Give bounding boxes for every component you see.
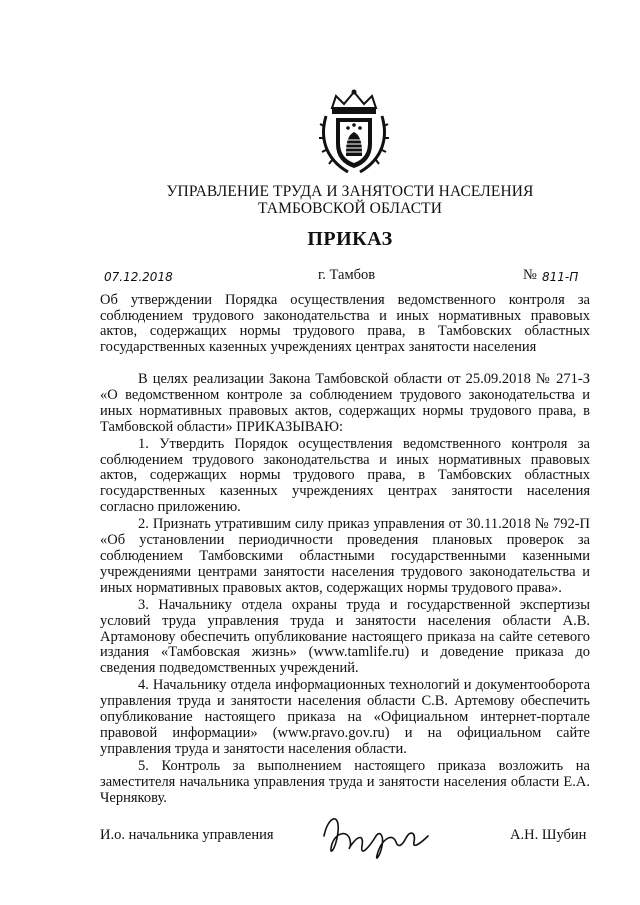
document-subject: Об утверждении Порядка осуществления ведомственного контроля за соблюдением трудового законодательства и иных нормативных правовых актов, содержащих нормы трудового права, в Тамбовских областных государственных казенных учреждениях центрах занятости населения <box>100 292 590 355</box>
document-title: ПРИКАЗ <box>307 228 393 250</box>
document-body <box>100 372 590 807</box>
coat-of-arms-icon <box>318 86 390 176</box>
order-item-2: 2. Признать утратившим силу приказ управления от 30.11.2018 № 792-П «Об установлении периодичности проведения плановых проверок за соблюдением Тамбовскими областными государственными казенными учреждениями центрами занятости населения трудового законодательства и иных нормативных правовых актов, содержащих нормы трудового права». <box>100 516 590 596</box>
handwritten-signature <box>318 806 438 866</box>
document-date: 07.12.2018 <box>104 270 173 284</box>
order-item-1: 1. Утвердить Порядок осуществления ведомственного контроля за соблюдением трудового законодательства и иных нормативных правовых актов, содержащих нормы трудового права, в Тамбовских областных государственных казенных учреждениях центрах занятости населения согласно приложению. <box>100 435 590 516</box>
document-number-label: № <box>523 267 537 283</box>
order-item-3: 3. Начальнику отдела охраны труда и государственной экспертизы условий труда управления труда и занятости населения области А.В. Артамонову обеспечить опубликование настоящего приказа на сайте сетевого издания «Тамбовская жизнь» (www.tamlife.ru) и доведение приказа до сведения подведомственных учреждений. <box>100 596 590 677</box>
org-name-line1: УПРАВЛЕНИЕ ТРУДА И ЗАНЯТОСТИ НАСЕЛЕНИЯ <box>166 183 534 200</box>
signatory-position: И.о. начальника управления <box>100 827 274 843</box>
document-city: г. Тамбов <box>318 267 376 283</box>
document-number: 811-П <box>542 270 579 284</box>
org-name-line2: ТАМБОВСКОЙ ОБЛАСТИ <box>258 200 442 217</box>
order-item-5: 5. Контроль за выполнением настоящего приказа возложить на заместителя начальника управления труда и занятости населения области Е.А. Чернякову. <box>100 757 590 806</box>
preamble-paragraph: В целях реализации Закона Тамбовской области от 25.09.2018 № 271-З «О ведомственном контроле за соблюдением трудового законодательства и иных нормативных правовых актов, содержащих нормы трудового права, в Тамбовской области» ПРИКАЗЫВАЮ: <box>100 371 590 435</box>
order-item-4: 4. Начальнику отдела информационных технологий и документооборота управления труда и занятости населения области С.В. Артемову обеспечить опубликование настоящего приказа на «Официальном интернет-портале правовой информации» (www.pravo.gov.ru) и на официальном сайте управления труда и занятости населения области. <box>100 677 590 757</box>
signatory-name: А.Н. Шубин <box>510 827 587 843</box>
